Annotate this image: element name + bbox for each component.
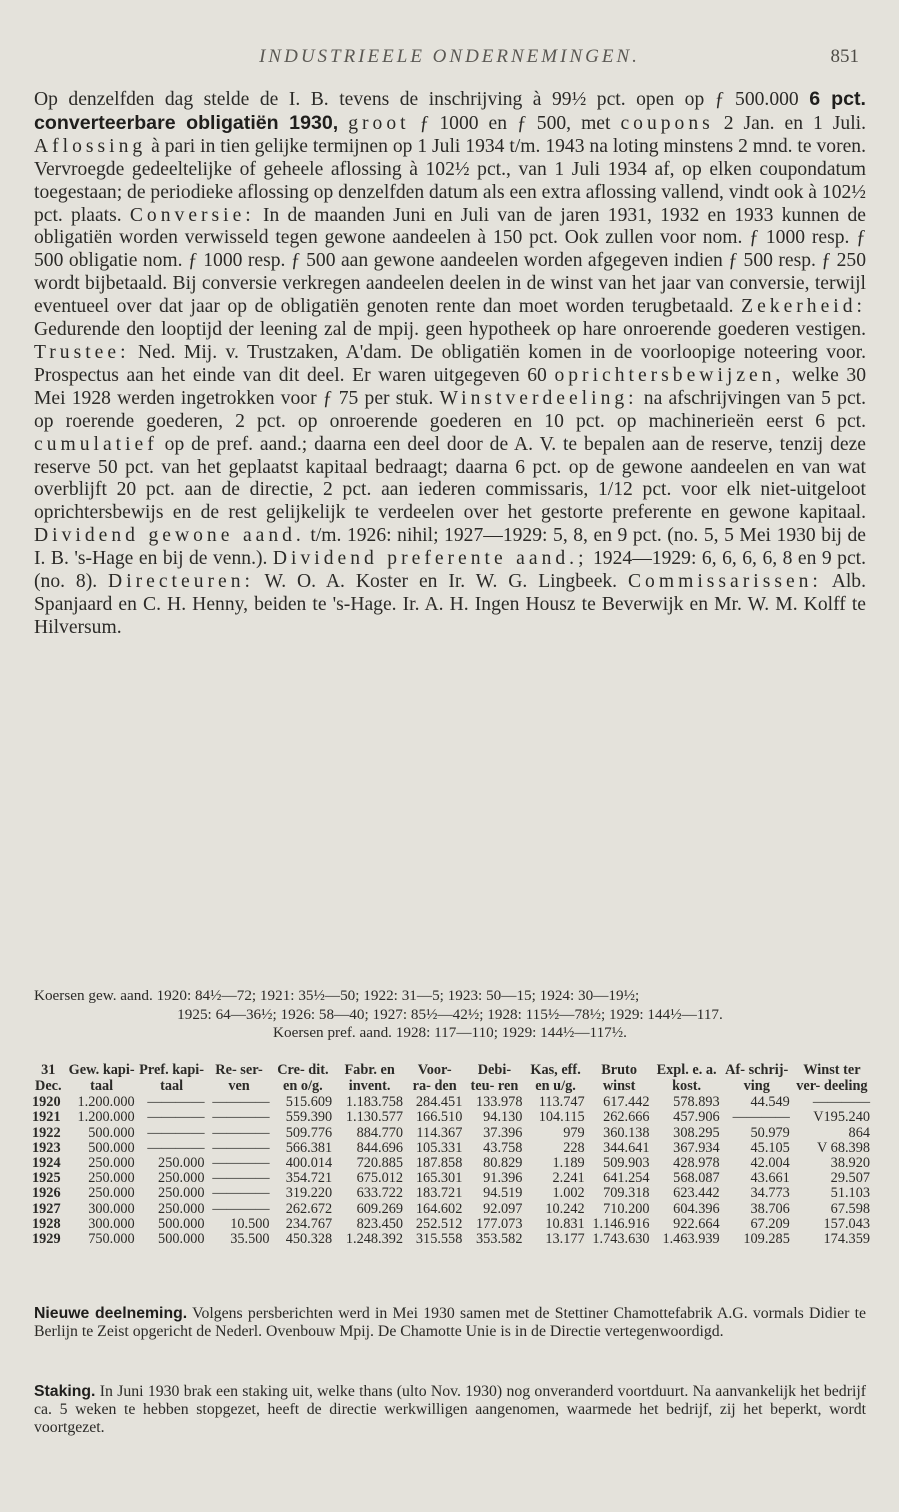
table-cell: ———— <box>147 1109 205 1126</box>
col-header-cash: Kas, eff. en u/g. <box>530 1062 581 1094</box>
table-cell: ———— <box>147 1094 205 1111</box>
col-header-net-profit: Winst ter ver- deeling <box>796 1062 868 1094</box>
table-cell: 1.743.630 <box>592 1231 650 1248</box>
page-number: 851 <box>830 46 859 67</box>
spaced-term-trustee: Trustee: <box>34 341 130 363</box>
table-cell: 177.073 <box>476 1215 523 1232</box>
table-cell: 675.012 <box>356 1170 404 1187</box>
col-header-reserves: Re- ser- ven <box>215 1062 263 1094</box>
row-year-cell: 1925 <box>32 1170 61 1187</box>
table-cell: 578.893 <box>673 1094 720 1111</box>
strike-note <box>34 1383 866 1438</box>
spaced-term-dividend-gewone: Dividend gewone aand. <box>34 525 305 547</box>
prices-ordinary-line-1: Koersen gew. aand. 1920: 84½—72; 1921: 35½—50; 1922: 31—5; 1923: 50—15; 1924: 30—19½; <box>34 987 640 1004</box>
table-cell: 1.183.758 <box>345 1094 404 1111</box>
col-header-stocks: Voor- ra- den <box>412 1062 457 1094</box>
table-cell: 174.359 <box>823 1231 870 1248</box>
table-cell: 2.241 <box>552 1170 585 1187</box>
table-row <box>30 1094 872 1110</box>
table-cell: 105.331 <box>415 1139 463 1156</box>
table-cell: 609.269 <box>356 1200 404 1217</box>
financial-table <box>30 1063 872 1247</box>
table-cell: V195.240 <box>813 1109 870 1126</box>
table-cell: 500.000 <box>158 1231 205 1248</box>
table-cell: 884.770 <box>356 1124 404 1141</box>
spaced-term-groot: groot <box>348 112 410 134</box>
table-cell: 114.367 <box>416 1124 463 1141</box>
table-cell: 113.747 <box>538 1094 585 1111</box>
row-year-cell: 1924 <box>32 1155 61 1171</box>
table-cell: 80.829 <box>483 1155 523 1171</box>
strike-text: In Juni 1930 brak een staking uit, welke thans (ulto Nov. 1930) nog onveranderd voortduurt. Na aanvankelijk het bedrijf ca. 5 weken te hebben stopgezet, heeft de directie werkwilligen aangenomen, waarmede het bedrijf, zij het beperkt, wordt voortgezet. <box>34 1383 866 1437</box>
table-cell: 43.661 <box>750 1170 790 1187</box>
table-cell: 509.776 <box>285 1124 333 1141</box>
spaced-term-aflossing: Aflossing <box>34 135 147 157</box>
table-cell: 1.189 <box>552 1155 585 1171</box>
table-cell: 354.721 <box>285 1170 333 1187</box>
table-cell: 104.115 <box>538 1109 585 1126</box>
table-cell: 164.602 <box>415 1200 463 1217</box>
row-year-cell: 1921 <box>32 1109 61 1126</box>
table-cell: 844.696 <box>356 1139 404 1156</box>
spaced-term-winstverdeeling: Winstverdeeling: <box>439 387 638 409</box>
table-row <box>30 1126 872 1141</box>
table-cell: 67.598 <box>830 1200 870 1217</box>
table-cell: 284.451 <box>415 1094 463 1111</box>
strike-label: Staking. <box>34 1383 96 1400</box>
table-cell: 400.014 <box>285 1155 333 1171</box>
table-cell: 641.254 <box>603 1170 650 1187</box>
table-cell: ———— <box>812 1094 870 1111</box>
table-cell: 617.442 <box>603 1094 650 1111</box>
table-cell: 43.758 <box>483 1139 523 1156</box>
table-cell: 500.000 <box>88 1124 135 1141</box>
col-header-preferred-capital: Pref. kapi- taal <box>139 1062 205 1094</box>
table-cell: 457.906 <box>673 1109 720 1126</box>
prices-preferred: Koersen pref. aand. 1928: 117—110; 1929: 144½—117½. <box>273 1024 627 1042</box>
table-cell: 720.885 <box>356 1155 404 1171</box>
table-cell: 262.672 <box>285 1200 333 1217</box>
table-cell: 979 <box>563 1124 585 1141</box>
table-row <box>30 1232 872 1247</box>
table-cell: 94.519 <box>483 1185 523 1202</box>
table-cell: 568.087 <box>673 1170 720 1187</box>
table-cell: 13.177 <box>545 1231 585 1248</box>
table-cell: 1.200.000 <box>77 1109 135 1126</box>
running-title: INDUSTRIEELE ONDERNEMINGEN. <box>259 46 640 67</box>
row-year-cell: 1923 <box>32 1139 61 1156</box>
col-header-expenses: Expl. e. a. kost. <box>656 1062 717 1094</box>
table-cell: 319.220 <box>285 1185 333 1202</box>
table-cell: ———— <box>212 1200 270 1217</box>
table-cell: 187.858 <box>415 1155 463 1171</box>
table-cell: 315.558 <box>415 1231 463 1248</box>
table-cell: 44.549 <box>750 1094 790 1111</box>
spaced-term-oprichtersbewijzen: oprichtersbewijzen, <box>554 364 785 386</box>
bond-issue-heading: 6 pct. converteerbare obligatiën 1930, <box>34 88 866 134</box>
table-cell: 750.000 <box>88 1231 135 1248</box>
table-row <box>30 1202 872 1217</box>
table-cell: 250.000 <box>158 1185 205 1202</box>
table-cell: 922.664 <box>673 1215 720 1232</box>
new-participation-label: Nieuwe deelneming. <box>34 1305 188 1322</box>
table-cell: 252.512 <box>415 1215 463 1232</box>
row-year-cell: 1928 <box>32 1215 61 1232</box>
table-cell: V 68.398 <box>817 1139 870 1156</box>
spaced-term-conversie: Conversie: <box>129 204 255 226</box>
table-cell: 262.666 <box>603 1109 650 1126</box>
table-row <box>30 1156 872 1171</box>
table-cell: 234.767 <box>285 1215 333 1232</box>
table-cell: 250.000 <box>88 1185 135 1202</box>
table-cell: 1.463.939 <box>662 1231 720 1248</box>
table-cell: 515.609 <box>285 1094 333 1111</box>
table-cell: 10.500 <box>230 1215 270 1232</box>
spaced-term-directeuren: Directeuren: <box>108 571 254 593</box>
col-header-creditors: Cre- dit. en o/g. <box>277 1062 329 1094</box>
table-cell: 37.396 <box>483 1124 523 1141</box>
col-header-gross-profit: Bruto winst <box>601 1062 637 1094</box>
table-cell: 353.582 <box>476 1231 523 1248</box>
table-cell: 10.831 <box>545 1215 585 1232</box>
row-year-cell: 1920 <box>32 1094 61 1111</box>
table-header-row <box>30 1063 872 1094</box>
table-cell: 308.295 <box>673 1124 720 1141</box>
table-cell: ———— <box>147 1139 205 1156</box>
spaced-term-commissarissen: Commissarissen: <box>627 571 822 593</box>
table-cell: 109.285 <box>743 1231 790 1248</box>
table-cell: 566.381 <box>285 1139 333 1156</box>
table-cell: ———— <box>147 1124 205 1141</box>
table-cell: 250.000 <box>158 1200 205 1217</box>
new-participation-text: Volgens persberichten werd in Mei 1930 samen met de Stettiner Chamottefabrik A.G. vormals Didier te Berlijn te Zeist opgericht de Nederl. Ovenbouw Mpij. De Chamotte Unie is in de Directie vertegenwoordigd. <box>34 1305 866 1341</box>
table-cell: 1.248.392 <box>345 1231 404 1248</box>
table-row <box>30 1186 872 1201</box>
table-cell: 92.097 <box>483 1200 523 1217</box>
table-cell: 228 <box>563 1139 585 1156</box>
table-cell: 50.979 <box>750 1124 790 1141</box>
table-cell: 864 <box>848 1124 870 1141</box>
main-paragraph: Op denzelfden dag stelde de I. B. tevens de inschrijving à 99½ pct. open op ƒ 500.000 6 pct. converteerbare obligatiën 1930, groot ƒ 1000 en ƒ 500, met coupons 2 Jan. en 1 Juli. Aflossing à pari in tien gelijke termijnen op 1 Juli 1934 t/m. 1943 na loting minstens 2 mnd. te voren. Vervroegde gedeeltelijke of geheele aflossing à 102½ pct., van 1 Juli 1934 af, op elken coupondatum toegestaan; de periodieke aflossing op denzelfden datum als een extra aflossing vallend, vindt ook à 102½ pct. plaats. Conversie: In de maanden Juni en Juli van de jaren 1931, 1932 en 1933 kunnen de obligatiën worden verwisseld tegen gewone aandeelen à 150 pct. Ook zullen voor nom. ƒ 1000 resp. ƒ 500 obligatie nom. ƒ 1000 resp. ƒ 500 aan gewone aandeelen worden afgegeven indien ƒ 500 resp. ƒ 250 wordt bijbetaald. Bij conversie verkregen aandeelen deelen in de winst van het jaar van conversie, terwijl eventueel over dat jaar op de obligatiën genoten rente dan moet worden terugbetaald. Zekerheid: Gedurende den looptijd der leening zal de mpij. geen hypotheek op hare onroerende goederen vestigen. Trustee: Ned. Mij. v. Trustzaken, A'dam. De obligatiën komen in de voorloopige noteering voor. Prospectus aan het einde van dit deel. Er waren uitgegeven 60 oprichtersbewijzen, welke 30 Mei 1928 werden ingetrokken voor ƒ 75 per stuk. Winstverdeeling: na afschrijvingen van 5 pct. op roerende goederen, 2 pct. op onroerende goederen en 10 pct. op machinerieën eerst 6 pct. cumulatief op de pref. aand.; daarna een deel door de A. V. te bepalen aan de reserve, tenzij deze reserve 50 pct. van het geplaatst kapitaal bedraagt; daarna 6 pct. op de gewone aandeelen en van wat overblijft 20 pct. aan de directie, 2 pct. aan iederen commissaris, 1/12 pct. voor elk niet-uitgeloot oprichtersbewijs en de rest gelijkelijk te verdeelen over het gestorte preferente en gewone kapitaal. Dividend gewone aand. t/m. 1926: nihil; 1927—1929: 5, 8, en 9 pct. (no. 5, 5 Mei 1930 bij de I. B. 's-Hage en bij de venn.). Dividend preferente aand.; 1924—1929: 6, 6, 6, 6, 8 en 9 pct. (no. 8). Directeuren: W. O. A. Koster en Ir. W. G. Lingbeek. Commissarissen: Alb. Spanjaard en C. H. Henny, beiden te 's-Hage. Ir. A. H. Ingen Housz te Beverwijk en Mr. W. M. Kolff te Hilversum. <box>34 88 867 638</box>
table-row <box>30 1171 872 1186</box>
table-cell: 509.903 <box>603 1155 650 1171</box>
table-cell: 633.722 <box>356 1185 404 1202</box>
table-cell: 91.396 <box>483 1170 523 1187</box>
row-year-cell: 1929 <box>32 1231 61 1248</box>
table-cell: 51.103 <box>830 1185 870 1202</box>
spaced-term-cumulatief: cumulatief <box>34 433 158 455</box>
table-cell: 300.000 <box>88 1215 135 1232</box>
table-cell: ———— <box>212 1185 270 1202</box>
table-cell: ———— <box>212 1139 270 1156</box>
share-prices <box>34 987 866 1043</box>
table-cell: 1.130.577 <box>345 1109 404 1126</box>
row-year-cell: 1922 <box>32 1124 61 1141</box>
table-cell: 183.721 <box>415 1185 463 1202</box>
table-cell: ———— <box>212 1109 270 1126</box>
table-cell: 500.000 <box>88 1139 135 1156</box>
table-cell: 250.000 <box>158 1155 205 1171</box>
row-year-cell: 1926 <box>32 1185 61 1202</box>
table-cell: 559.390 <box>285 1109 333 1126</box>
table-cell: 623.442 <box>673 1185 720 1202</box>
col-header-date: 31 Dec. <box>35 1062 62 1094</box>
spaced-term-dividend-preferente: Dividend preferente aand.; <box>272 548 588 570</box>
table-cell: 10.242 <box>545 1200 585 1217</box>
row-year-cell: 1927 <box>32 1200 61 1217</box>
company-description <box>34 88 866 640</box>
col-header-depreciation: Af- schrij- ving <box>725 1062 789 1094</box>
table-cell: 42.004 <box>750 1155 790 1171</box>
table-body <box>30 1094 872 1247</box>
table-cell: ———— <box>732 1109 790 1126</box>
col-header-ordinary-capital: Gew. kapi- taal <box>68 1062 135 1094</box>
table-cell: 360.138 <box>603 1124 650 1141</box>
table-cell: 166.510 <box>415 1109 463 1126</box>
table-cell: 94.130 <box>483 1109 523 1126</box>
prices-ordinary-line-2: 1925: 64—36½; 1926: 58—40; 1927: 85½—42½; 1928: 115½—78½; 1929: 144½—117. <box>177 1005 723 1023</box>
table-cell: 604.396 <box>673 1200 720 1217</box>
spaced-term-coupons: coupons <box>620 112 714 134</box>
table-cell: 29.507 <box>830 1170 870 1187</box>
col-header-debtors: Debi- teu- ren <box>470 1062 519 1094</box>
spaced-term-zekerheid: Zekerheid: <box>741 296 866 318</box>
table-cell: 38.706 <box>750 1200 790 1217</box>
table-cell: 38.920 <box>830 1155 870 1171</box>
table-cell: 1.146.916 <box>592 1215 650 1232</box>
new-participation-note <box>34 1305 866 1341</box>
table-row <box>30 1217 872 1232</box>
table-cell: 428.978 <box>673 1155 720 1171</box>
table-cell: 344.641 <box>603 1139 650 1156</box>
table-cell: 34.773 <box>750 1185 790 1202</box>
table-cell: 250.000 <box>88 1155 135 1171</box>
table-cell: 500.000 <box>158 1215 205 1232</box>
table-cell: 450.328 <box>285 1231 333 1248</box>
table-cell: 709.318 <box>603 1185 650 1202</box>
table-cell: 157.043 <box>823 1215 870 1232</box>
table-cell: 367.934 <box>673 1139 720 1156</box>
table-cell: 45.105 <box>750 1139 790 1156</box>
table-cell: 823.450 <box>356 1215 404 1232</box>
table-cell: ———— <box>212 1155 270 1171</box>
table-cell: 35.500 <box>230 1231 270 1248</box>
table-cell: 250.000 <box>88 1170 135 1187</box>
table-row <box>30 1141 872 1156</box>
table-cell: 710.200 <box>603 1200 650 1217</box>
table-row <box>30 1110 872 1125</box>
table-cell: ———— <box>212 1170 270 1187</box>
table-cell: 165.301 <box>415 1170 463 1187</box>
table-cell: ———— <box>212 1124 270 1141</box>
table-cell: 67.209 <box>750 1215 790 1232</box>
page-header <box>30 46 869 78</box>
table-cell: 133.978 <box>476 1094 523 1111</box>
table-cell: 1.002 <box>552 1185 585 1202</box>
table-cell: 300.000 <box>88 1200 135 1217</box>
table-cell: 250.000 <box>158 1170 205 1187</box>
table-cell: 1.200.000 <box>77 1094 135 1111</box>
table-cell: ———— <box>212 1094 270 1111</box>
col-header-factory: Fabr. en invent. <box>344 1062 395 1094</box>
